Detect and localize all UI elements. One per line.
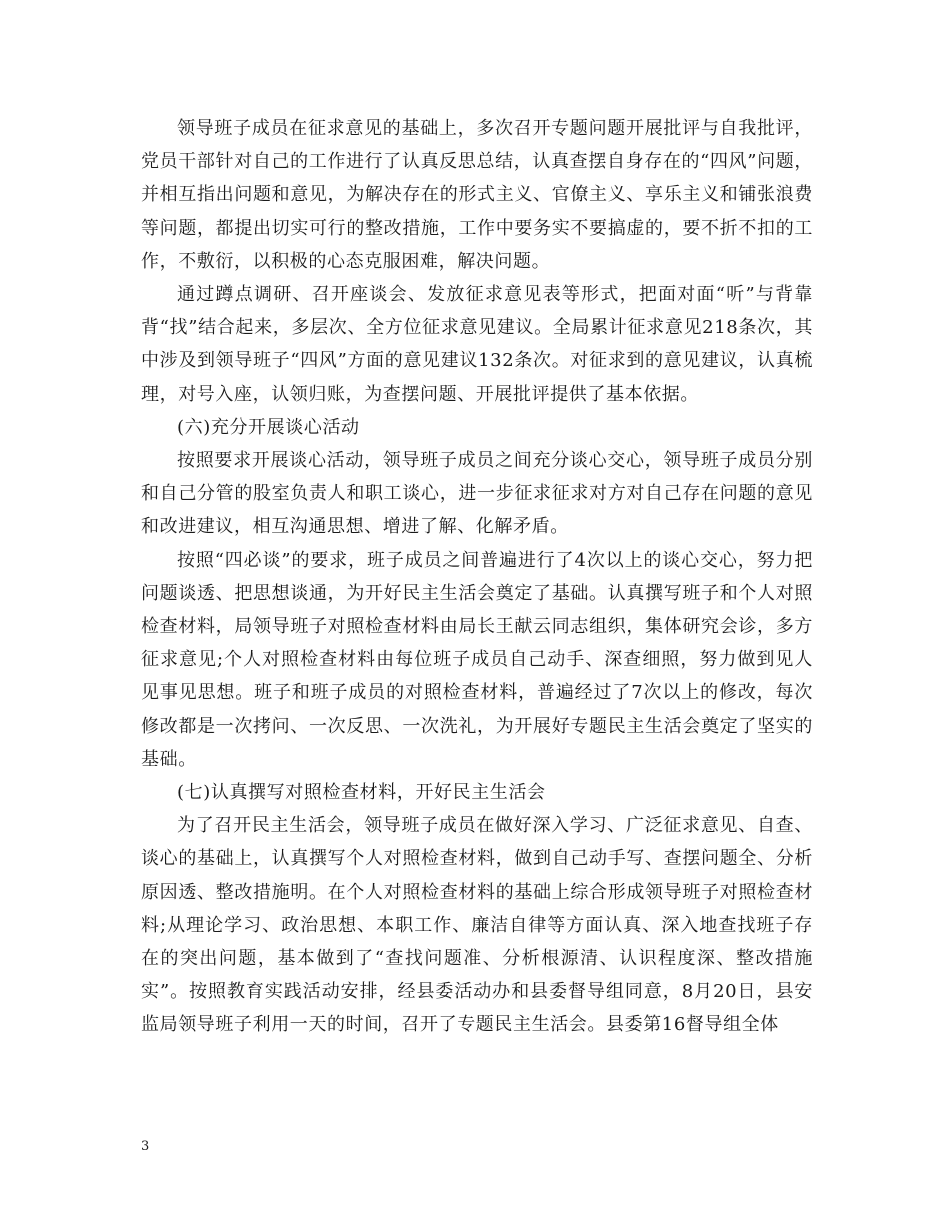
paragraph-1: 领导班子成员在征求意见的基础上，多次召开专题问题开展批评与自我批评，党员干部针对自己的工作进行了认真反思总结，认真查摆自身存在的“四风”问题，并相互指出问题和意见，为解决存在的形式主义、官僚主义、享乐主义和铺张浪费等问题，都提出切实可行的整改措施，工作中要务实不要搞虚的，要不折不扣的工作，不敷衍，以积极的心态克服困难，解决问题。 [141, 118, 813, 272]
paragraph-2: 通过蹲点调研、召开座谈会、发放征求意见表等形式，把面对面“听”与背靠背“找”结合起来，多层次、全方位征求意见建议。全局累计征求意见218条次，其中涉及到领导班子“四风”方面的意见建议132条次。对征求到的意见建议，认真梳理，对号入座，认领归账，为查摆问题、开展批评提供了基本依据。 [141, 284, 813, 405]
paragraph-3: 按照要求开展谈心活动，领导班子成员之间充分谈心交心，领导班子成员分别和自己分管的股室负责人和职工谈心，进一步征求征求对方对自己存在问题的意见和改进建议，相互沟通思想、增进了解、化解矛盾。 [141, 450, 813, 538]
section-heading-7: (七)认真撰写对照检查材料，开好民主生活会 [177, 782, 546, 804]
paragraph-5: 为了召开民主生活会，领导班子成员在做好深入学习、广泛征求意见、自查、谈心的基础上，认真撰写个人对照检查材料，做到自己动手写、查摆问题全、分析原因透、整改措施明。在个人对照检查材料的基础上综合形成领导班子对照检查材料;从理论学习、政治思想、本职工作、廉洁自律等方面认真、深入地查找班子存在的突出问题，基本做到了“查找问题准、分析根源清、认识程度深、整改措施实”。按照教育实践活动安排，经县委活动办和县委督导组同意，8月20日，县安监局领导班子利用一天的时间，召开了专题民主生活会。县委第16督导组全体 [141, 815, 813, 1036]
page-number: 3 [141, 1139, 150, 1154]
paragraph-4: 按照“四必谈”的要求，班子成员之间普遍进行了4次以上的谈心交心，努力把问题谈透、把思想谈通，为开好民主生活会奠定了基础。认真撰写班子和个人对照检查材料，局领导班子对照检查材料由局长王献云同志组织，集体研究会诊，多方征求意见;个人对照检查材料由每位班子成员自己动手、深查细照，努力做到见人见事见思想。班子和班子成员的对照检查材料，普遍经过了7次以上的修改，每次修改都是一次拷问、一次反思、一次洗礼，为开展好专题民主生活会奠定了坚实的基础。 [141, 549, 813, 770]
section-heading-6: (六)充分开展谈心活动 [177, 416, 360, 438]
document-body [141, 112, 813, 1042]
